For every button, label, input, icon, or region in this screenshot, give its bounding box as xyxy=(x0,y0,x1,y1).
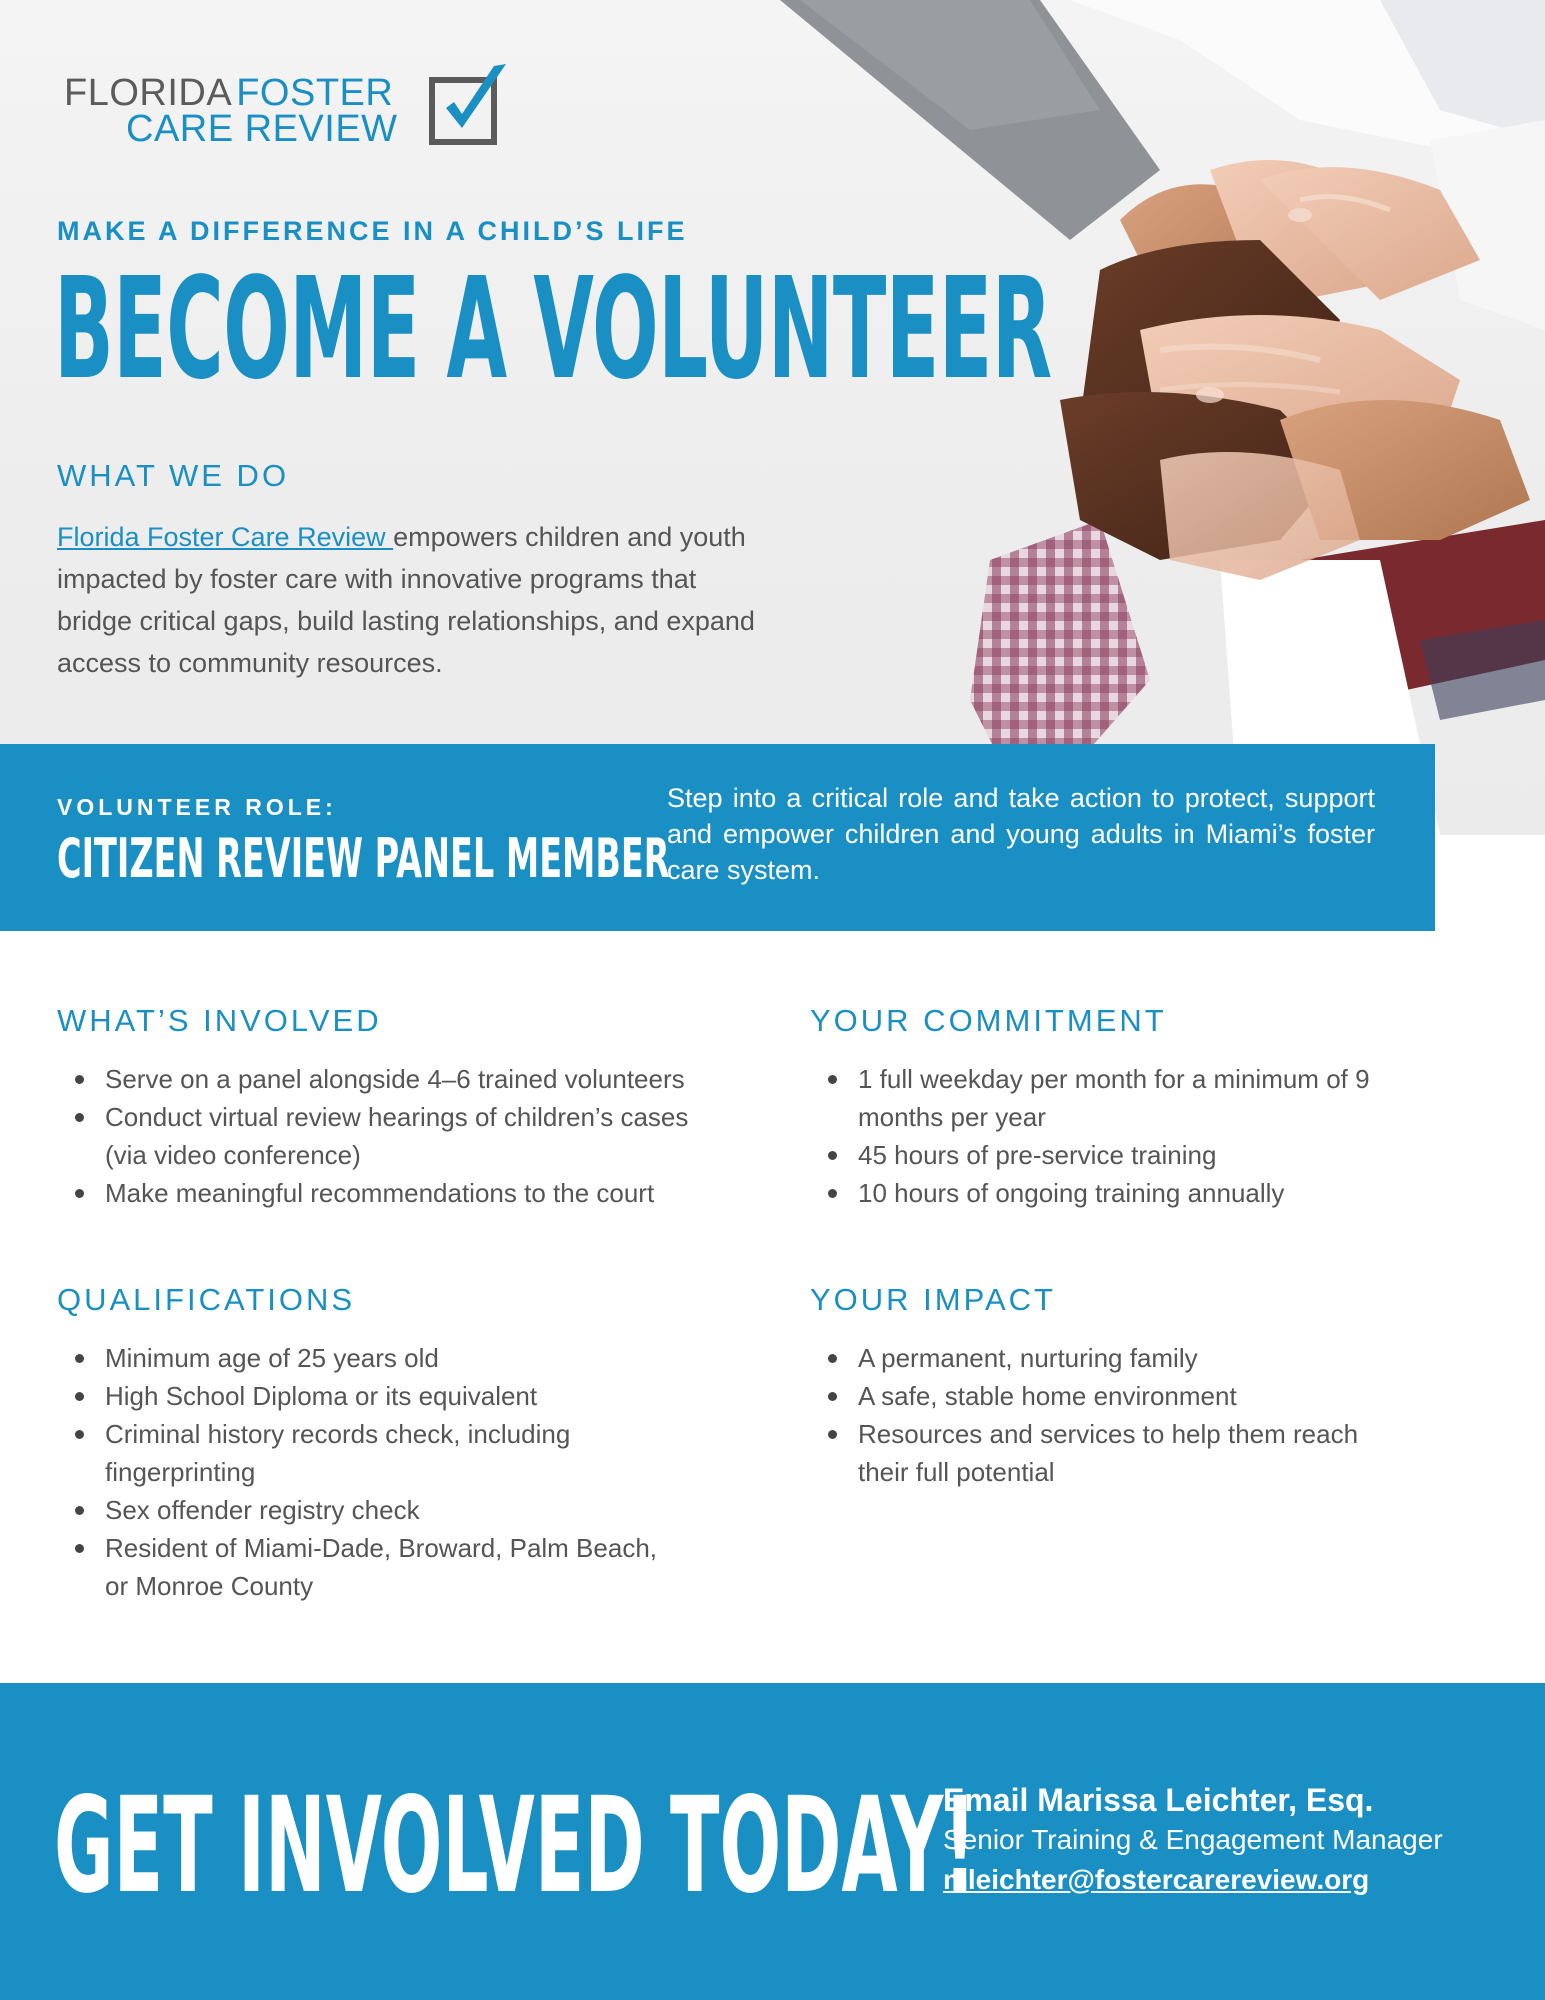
list-item: A permanent, nurturing family xyxy=(810,1339,1400,1377)
your-impact-list xyxy=(810,1339,1400,1491)
list-item: 45 hours of pre-service training xyxy=(810,1136,1410,1174)
stacked-hands-photo xyxy=(740,0,1545,835)
contact-role: Senior Training & Engagement Manager xyxy=(943,1824,1443,1855)
your-commitment-list xyxy=(810,1060,1410,1212)
what-we-do-heading: WHAT WE DO xyxy=(57,458,290,493)
brand-logo xyxy=(64,62,524,152)
whats-involved-heading: WHAT’S INVOLVED xyxy=(57,1003,382,1038)
list-item: 10 hours of ongoing training annually xyxy=(810,1174,1410,1212)
list-item: Conduct virtual review hearings of children’s cases (via video conference) xyxy=(57,1098,717,1174)
checkbox-check-icon xyxy=(424,56,524,156)
qualifications-heading: QUALIFICATIONS xyxy=(57,1282,356,1317)
list-item: Sex offender registry check xyxy=(57,1491,677,1529)
hero-eyebrow: MAKE A DIFFERENCE IN A CHILD’S LIFE xyxy=(57,216,688,246)
role-title: CITIZEN REVIEW PANEL MEMBER xyxy=(57,827,670,890)
logo-word-florida: FLORIDA xyxy=(64,72,233,114)
list-item: Serve on a panel alongside 4–6 trained volunteers xyxy=(57,1060,717,1098)
qualifications-list xyxy=(57,1339,677,1605)
intro-paragraph xyxy=(57,516,777,684)
intro-body: empowers children and youth impacted by foster care with innovative programs that bridge critical gaps, build lasting relationships, and expand access to community resources. xyxy=(57,522,755,678)
volunteer-role-band xyxy=(0,744,1435,931)
role-description: Step into a critical role and take action to protect, support and empower children and young adults in Miami’s foster care system. xyxy=(667,783,1375,885)
contact-name: Email Marissa Leichter, Esq. xyxy=(943,1782,1374,1818)
list-item: 1 full weekday per month for a minimum of 9 months per year xyxy=(810,1060,1410,1136)
list-item: Criminal history records check, including fingerprinting xyxy=(57,1415,677,1491)
your-impact-heading: YOUR IMPACT xyxy=(810,1282,1056,1317)
list-item: High School Diploma or its equivalent xyxy=(57,1377,677,1415)
logo-word-foster: FOSTER xyxy=(236,72,394,114)
call-to-action: GET INVOLVED TODAY! xyxy=(54,1769,977,1923)
list-item: Resident of Miami-Dade, Broward, Palm Beach, or Monroe County xyxy=(57,1529,677,1605)
list-item: Resources and services to help them reach their full potential xyxy=(810,1415,1400,1491)
page-title: BECOME A VOLUNTEER xyxy=(54,248,1052,411)
logo-line-1 xyxy=(64,74,393,112)
contact-block xyxy=(943,1779,1523,1901)
list-item: A safe, stable home environment xyxy=(810,1377,1400,1415)
organization-link[interactable]: Florida Foster Care Review xyxy=(57,522,394,552)
footer-band xyxy=(0,1683,1545,2000)
contact-email-link[interactable]: mleichter@fostercarereview.org xyxy=(943,1864,1370,1895)
list-item: Minimum age of 25 years old xyxy=(57,1339,677,1377)
whats-involved-list xyxy=(57,1060,717,1212)
your-commitment-heading: YOUR COMMITMENT xyxy=(810,1003,1167,1038)
logo-line-2: CARE REVIEW xyxy=(126,108,398,150)
list-item: Make meaningful recommendations to the court xyxy=(57,1174,717,1212)
role-label: VOLUNTEER ROLE: xyxy=(57,794,337,820)
